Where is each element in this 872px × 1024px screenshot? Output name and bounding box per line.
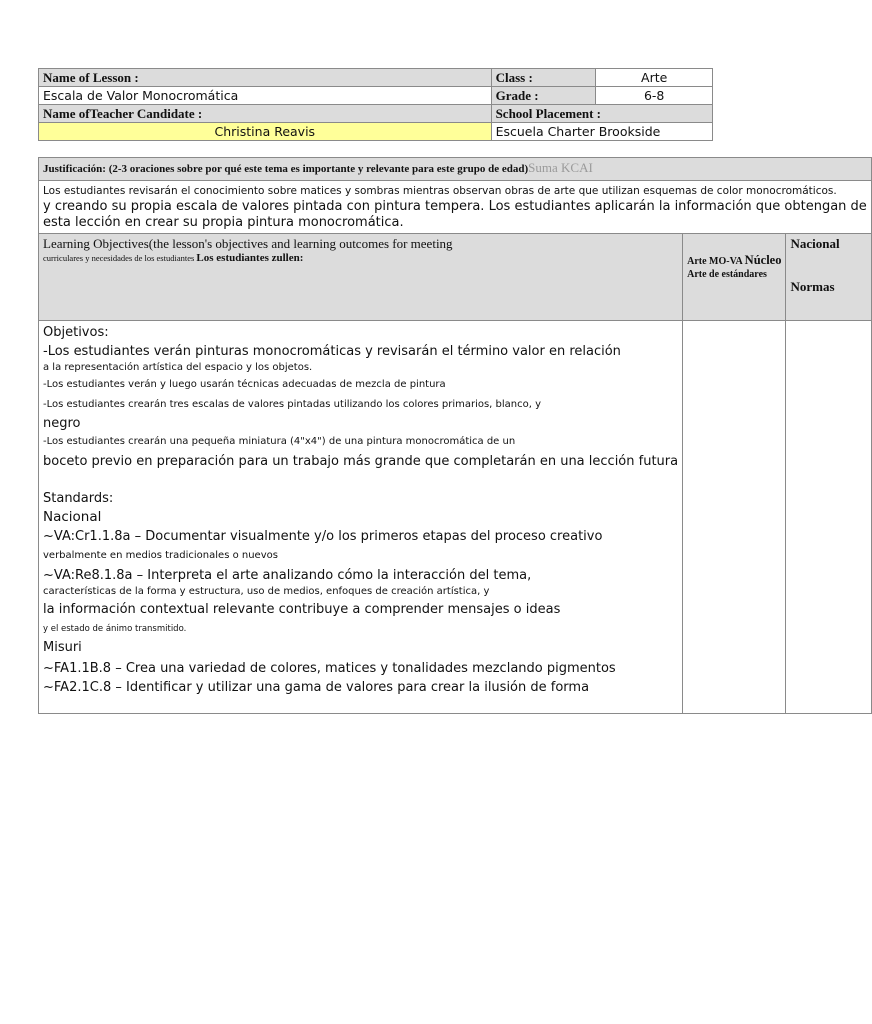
standard-line: ~VA:Cr1.1.8a – Documentar visualmente y/o los primeros etapas del proceso creativo (43, 529, 603, 544)
national-standards-body (786, 321, 871, 714)
school-value: Escuela Charter Brookside (491, 123, 712, 141)
core-standards-heading (683, 234, 786, 321)
objectives-subtitle-bold: Los estudiantes zullen: (196, 252, 304, 264)
national-standards-heading (786, 234, 871, 321)
suma-kcai: Suma KCAI (528, 160, 593, 175)
standard-line: características de la forma y estructura, uso de medios, enfoques de creación artística, y (43, 586, 490, 597)
standard-line: verbalmente en medios tradicionales o nuevos (43, 550, 278, 561)
lesson-plan-table (38, 157, 872, 714)
school-label: School Placement : (491, 105, 712, 123)
objectives-body (39, 321, 683, 714)
core-standards-a: Arte MO-VA (687, 256, 743, 267)
grade-label: Grade : (491, 87, 596, 105)
justification-line: Los estudiantes revisarán el conocimiento sobre matices y sombras mientras observan obras de arte que utilizan esquemas de color monocromáticos. (43, 185, 837, 197)
objectives-title: Learning Objectives(the lesson's objectives and learning outcomes for meeting (43, 236, 453, 251)
class-value: Arte (596, 69, 713, 87)
objective-line: a la representación artística del espacio y los objetos. (43, 362, 313, 373)
objective-line: boceto previo en preparación para un trabajo más grande que completarán en una lección futura (43, 454, 679, 469)
objective-line: -Los estudiantes verán y luego usarán técnicas adecuadas de mezcla de pintura (43, 379, 446, 390)
core-standards-body (683, 321, 786, 714)
standard-line: ~FA1.1B.8 – Crea una variedad de colores, matices y tonalidades mezclando pigmentos (43, 661, 616, 676)
standard-line: la información contextual relevante contribuye a comprender mensajes o ideas (43, 602, 561, 617)
class-label: Class : (491, 69, 596, 87)
core-standards-b: Núcleo (744, 253, 782, 267)
standards-section-misuri: Misuri (43, 640, 82, 655)
standard-line: ~FA2.1C.8 – Identificar y utilizar una gama de valores para crear la ilusión de forma (43, 680, 590, 695)
normas-label: Normas (790, 279, 835, 294)
objectives-heading: Objetivos: (43, 325, 109, 340)
objective-line: negro (43, 416, 81, 431)
teacher-label: Name ofTeacher Candidate : (39, 105, 492, 123)
objectives-subtitle (43, 252, 678, 264)
justification-heading-cell (39, 158, 872, 181)
lesson-name-label: Name of Lesson : (39, 69, 492, 87)
teacher-value: Christina Reavis (39, 123, 492, 141)
justification-heading: Justificación: (2-3 oraciones sobre por qué este tema es importante y relevante para este grupo de edad) (43, 163, 529, 175)
standard-line: ~VA:Re8.1.8a – Interpreta el arte analizando cómo la interacción del tema, (43, 568, 532, 583)
objective-line: -Los estudiantes crearán tres escalas de valores pintadas utilizando los colores primarios, blanco, y (43, 399, 542, 410)
justification-line: esta lección en crear su propia pintura monocromática. (43, 215, 404, 230)
grade-value: 6-8 (596, 87, 713, 105)
objective-line: -Los estudiantes verán pinturas monocromáticas y revisarán el término valor en relación (43, 344, 621, 359)
standards-heading: Standards: (43, 491, 114, 506)
core-standards-c: Arte de estándares (687, 269, 767, 280)
nacional-label: Nacional (790, 236, 840, 251)
justification-body (39, 181, 872, 234)
lesson-name-value: Escala de Valor Monocromática (39, 87, 492, 105)
standard-line: y el estado de ánimo transmitido. (43, 624, 187, 634)
objectives-subtitle-small: curriculares y necesidades de los estudiantes (43, 253, 195, 263)
standards-section-nacional: Nacional (43, 509, 102, 525)
justification-line: y creando su propia escala de valores pintada con pintura tempera. Los estudiantes aplicarán la información que obtengan de (43, 199, 867, 214)
objective-line: -Los estudiantes crearán una pequeña miniatura (4"x4") de una pintura monocromática de un (43, 436, 516, 447)
lesson-header-table (38, 68, 713, 141)
objectives-heading-cell (39, 234, 683, 321)
